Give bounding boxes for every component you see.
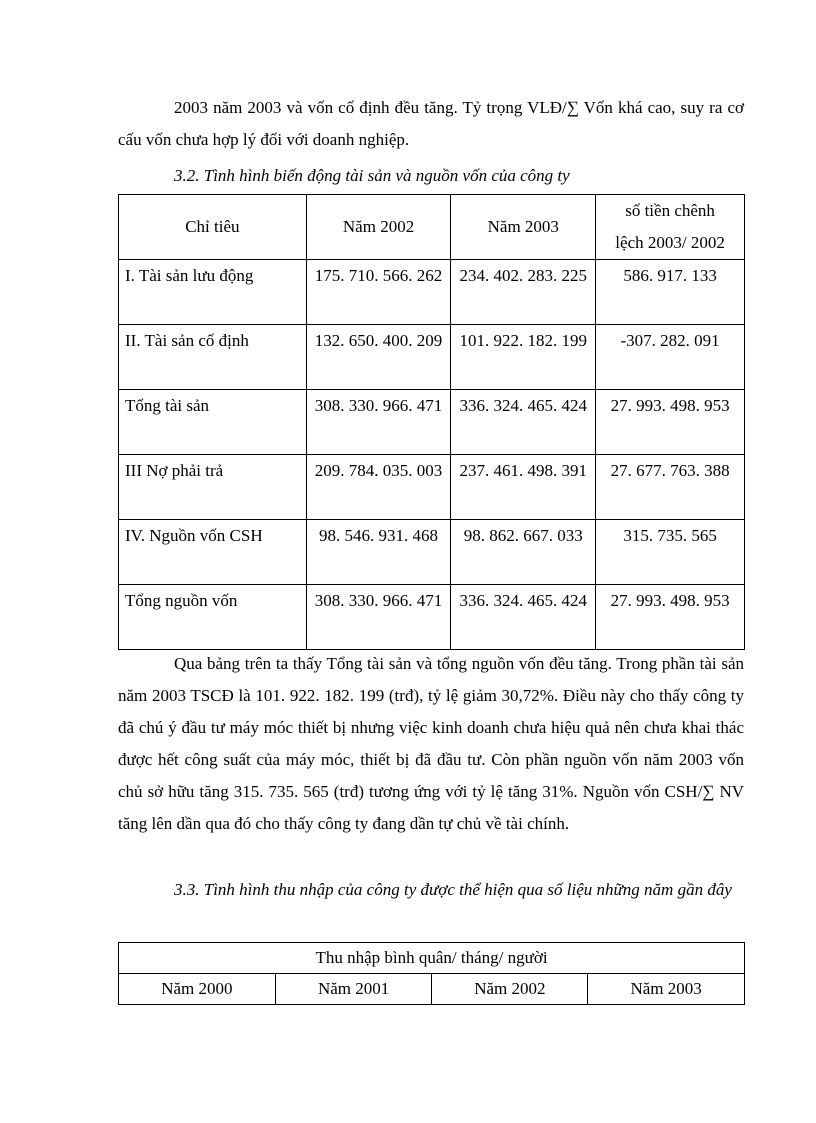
cell-diff: 27. 993. 498. 953 bbox=[596, 390, 745, 455]
header-year-2002: Năm 2002 bbox=[306, 195, 451, 260]
row-label: Tổng tài sản bbox=[119, 390, 307, 455]
cell-diff: 315. 735. 565 bbox=[596, 520, 745, 585]
cell-diff: 27. 677. 763. 388 bbox=[596, 455, 745, 520]
income-table-title: Thu nhập bình quân/ tháng/ người bbox=[119, 943, 745, 974]
year-2001-cell: Năm 2001 bbox=[275, 974, 432, 1005]
row-label: II. Tài sản cố định bbox=[119, 325, 307, 390]
income-table bbox=[118, 942, 745, 1005]
header-difference bbox=[596, 195, 745, 260]
year-2002-cell: Năm 2002 bbox=[432, 974, 588, 1005]
cell-diff: -307. 282. 091 bbox=[596, 325, 745, 390]
table-row bbox=[119, 585, 745, 650]
table-row bbox=[119, 520, 745, 585]
analysis-paragraph: Qua bảng trên ta thấy Tổng tài sản và tổng nguồn vốn đều tăng. Trong phần tài sản năm 2003 TSCĐ là 101. 922. 182. 199 (trđ), tỷ lệ giảm 30,72%. Điều này cho thấy công ty đã chú ý đầu tư máy móc thiết bị nhưng việc kinh doanh chưa hiệu quả nên chưa khai thác được hết công suất của máy móc, thiết bị đã đầu tư. Còn phần nguồn vốn năm 2003 vốn chủ sở hữu tăng 315. 735. 565 (trđ) tương ứng với tỷ lệ tăng 31%. Nguồn vốn CSH/∑ NV tăng lên dần qua đó cho thấy công ty đang dần tự chủ về tài chính. bbox=[118, 654, 744, 833]
cell-2003: 98. 862. 667. 033 bbox=[451, 520, 596, 585]
income-title-row bbox=[119, 943, 745, 974]
intro-paragraph: 2003 năm 2003 và vốn cố định đều tăng. Tỷ trọng VLĐ/∑ Vốn khá cao, suy ra cơ cấu vốn chưa hợp lý đối với doanh nghiệp. bbox=[118, 98, 744, 149]
row-label: IV. Nguồn vốn CSH bbox=[119, 520, 307, 585]
cell-2002: 308. 330. 966. 471 bbox=[306, 390, 451, 455]
cell-diff: 27. 993. 498. 953 bbox=[596, 585, 745, 650]
cell-2003: 237. 461. 498. 391 bbox=[451, 455, 596, 520]
cell-2003: 336. 324. 465. 424 bbox=[451, 585, 596, 650]
section-3-2-heading: 3.2. Tình hình biến động tài sản và nguồn vốn của công ty bbox=[174, 166, 570, 185]
income-years-row bbox=[119, 974, 745, 1005]
year-2000-cell: Năm 2000 bbox=[119, 974, 276, 1005]
row-label: I. Tài sản lưu động bbox=[119, 260, 307, 325]
header-year-2003: Năm 2003 bbox=[451, 195, 596, 260]
cell-2002: 175. 710. 566. 262 bbox=[306, 260, 451, 325]
header-indicator: Chỉ tiêu bbox=[119, 195, 307, 260]
section-3-3-heading: 3.3. Tình hình thu nhập của công ty được thể hiện qua số liệu những năm gần đây bbox=[174, 880, 732, 899]
cell-2002: 209. 784. 035. 003 bbox=[306, 455, 451, 520]
table-row bbox=[119, 455, 745, 520]
cell-2003: 234. 402. 283. 225 bbox=[451, 260, 596, 325]
table-header-row bbox=[119, 195, 745, 260]
cell-2002: 132. 650. 400. 209 bbox=[306, 325, 451, 390]
year-2003-cell: Năm 2003 bbox=[588, 974, 745, 1005]
asset-capital-table bbox=[118, 194, 745, 650]
row-label: Tổng nguồn vốn bbox=[119, 585, 307, 650]
cell-diff: 586. 917. 133 bbox=[596, 260, 745, 325]
table-row bbox=[119, 260, 745, 325]
cell-2003: 101. 922. 182. 199 bbox=[451, 325, 596, 390]
header-difference-text: số tiền chênh lệch 2003/ 2002 bbox=[615, 201, 725, 252]
cell-2002: 98. 546. 931. 468 bbox=[306, 520, 451, 585]
row-label: III Nợ phải trả bbox=[119, 455, 307, 520]
table-row bbox=[119, 325, 745, 390]
cell-2002: 308. 330. 966. 471 bbox=[306, 585, 451, 650]
cell-2003: 336. 324. 465. 424 bbox=[451, 390, 596, 455]
table-row bbox=[119, 390, 745, 455]
